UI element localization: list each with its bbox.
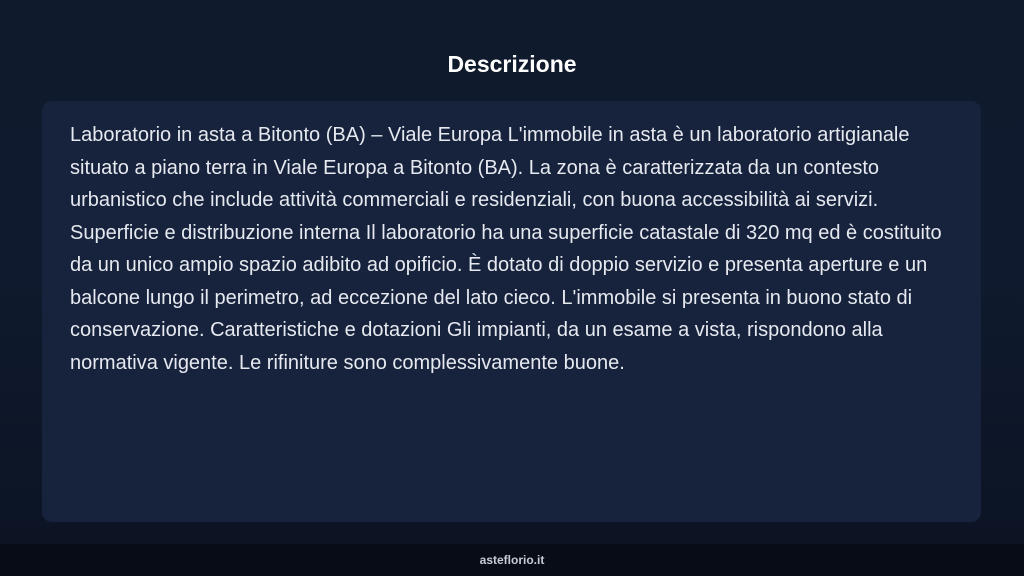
footer-site-label: asteflorio.it xyxy=(479,553,545,567)
description-card xyxy=(42,101,981,522)
description-text: Laboratorio in asta a Bitonto (BA) – Viale Europa L'immobile in asta è un laboratorio artigianale situato a piano terra in Viale Europa a Bitonto (BA). La zona è caratterizzata da un contesto urbanistico che include attività commerciali e residenziali, con buona accessibilità ai servizi. Superficie e distribuzione interna Il laboratorio ha una superficie catastale di 320 mq ed è costituito da un unico ampio spazio adibito ad opificio. È dotato di doppio servizio e presenta aperture e un balcone lungo il perimetro, ad eccezione del lato cieco. L'immobile si presenta in buono stato di conservazione. Caratteristiche e dotazioni Gli impianti, da un esame a vista, rispondono alla normativa vigente. Le rifiniture sono complessivamente buone. xyxy=(70,124,942,374)
page-title: Descrizione xyxy=(447,51,577,77)
footer-bar xyxy=(0,544,1024,576)
